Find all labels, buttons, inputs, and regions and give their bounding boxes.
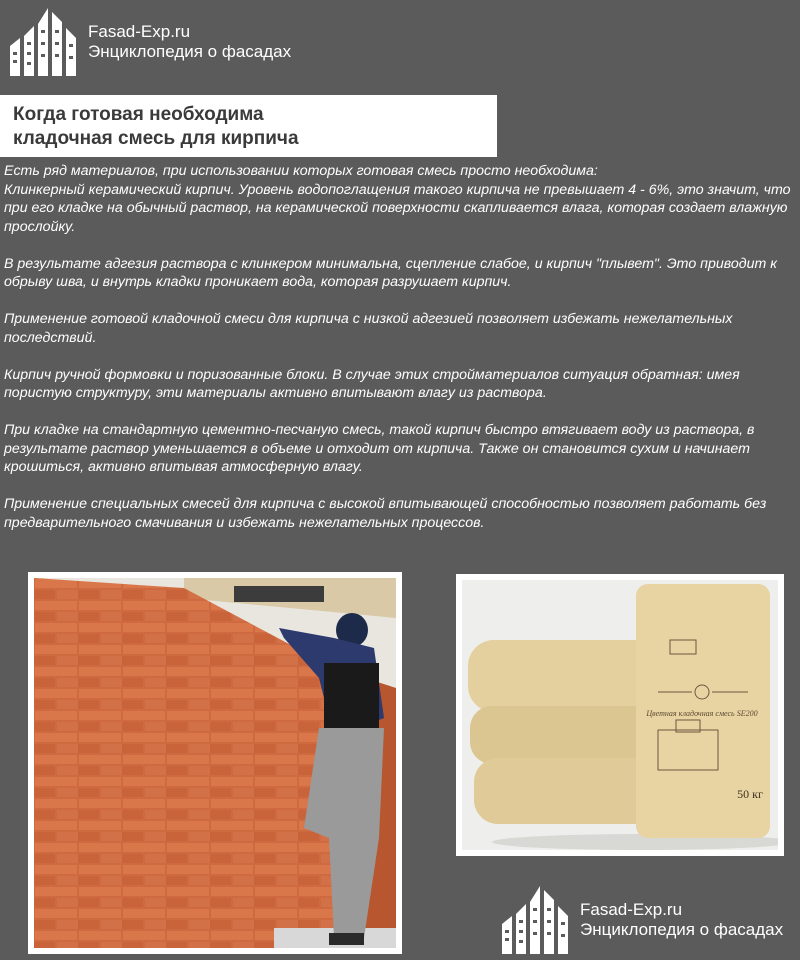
site-subtitle: Энциклопедия о фасадах [580,920,784,939]
paragraph-3: Применение готовой кладочной смеси для кирпича с низкой адгезией позволяет избежать нежелательных последствий. [4,311,733,346]
article-body [4,162,798,551]
site-name: Fasad-Exp.ru [580,900,683,920]
bag-product-label: Цветная кладочная смесь SE200 [646,709,758,718]
site-subtitle: Энциклопедия о фасадах [88,42,292,61]
logo-text [580,900,783,939]
site-logo-top[interactable] [8,6,291,78]
mortar-bags-illustration [462,580,778,850]
paragraph-2: В результате адгезия раствора с клинкером минимальна, сцепление слабое, и кирпич "плывет". Это приводит к обрыву шва, и внутрь кладки проникает вода, которая разрушает кирпич. [4,255,777,290]
site-name: Fasad-Exp.ru [88,22,191,42]
article-title: Когда готовая необходима кладочная смесь для кирпича [13,104,299,149]
paragraph-6: Применение специальных смесей для кирпича с высокой впитывающей способностью позволяет работать без предварительного смачивания и избежать нежелательных процессов. [4,496,767,531]
building-logo-icon [8,6,80,78]
paragraph-1: Есть ряд материалов, при использовании которых готовая смесь просто необходима: Клинкерный керамический кирпич. Уровень водопоглащения такого кирпича не превышает 4 - 6%, это значит, что при его кладке на обычный раствор, на керамической поверхности скапливается влага, которая создает влажную прослойку. [4,163,791,235]
paragraph-5: При кладке на стандартную цементно-песчаную смесь, такой кирпич быстро втягивает воду из раствора, в результате раствор уменьшается в объеме и отходит от кирпича. Также он становится сухим и начинает крошиться, активно впитывая атмосферную влагу. [4,422,755,475]
mason-photo [28,572,402,954]
bag-weight-label: 50 кг [737,787,763,801]
mason-illustration [34,578,396,948]
building-logo-icon [500,884,572,956]
logo-text [88,22,291,61]
article-title-box [0,95,497,157]
paragraph-4: Кирпич ручной формовки и поризованные блоки. В случае этих стройматериалов ситуация обратная: имея пористую структуру, эти материалы активно впитывают влагу из раствора. [4,366,740,401]
mortar-bags-photo [456,574,784,856]
site-logo-bottom[interactable] [500,884,783,956]
